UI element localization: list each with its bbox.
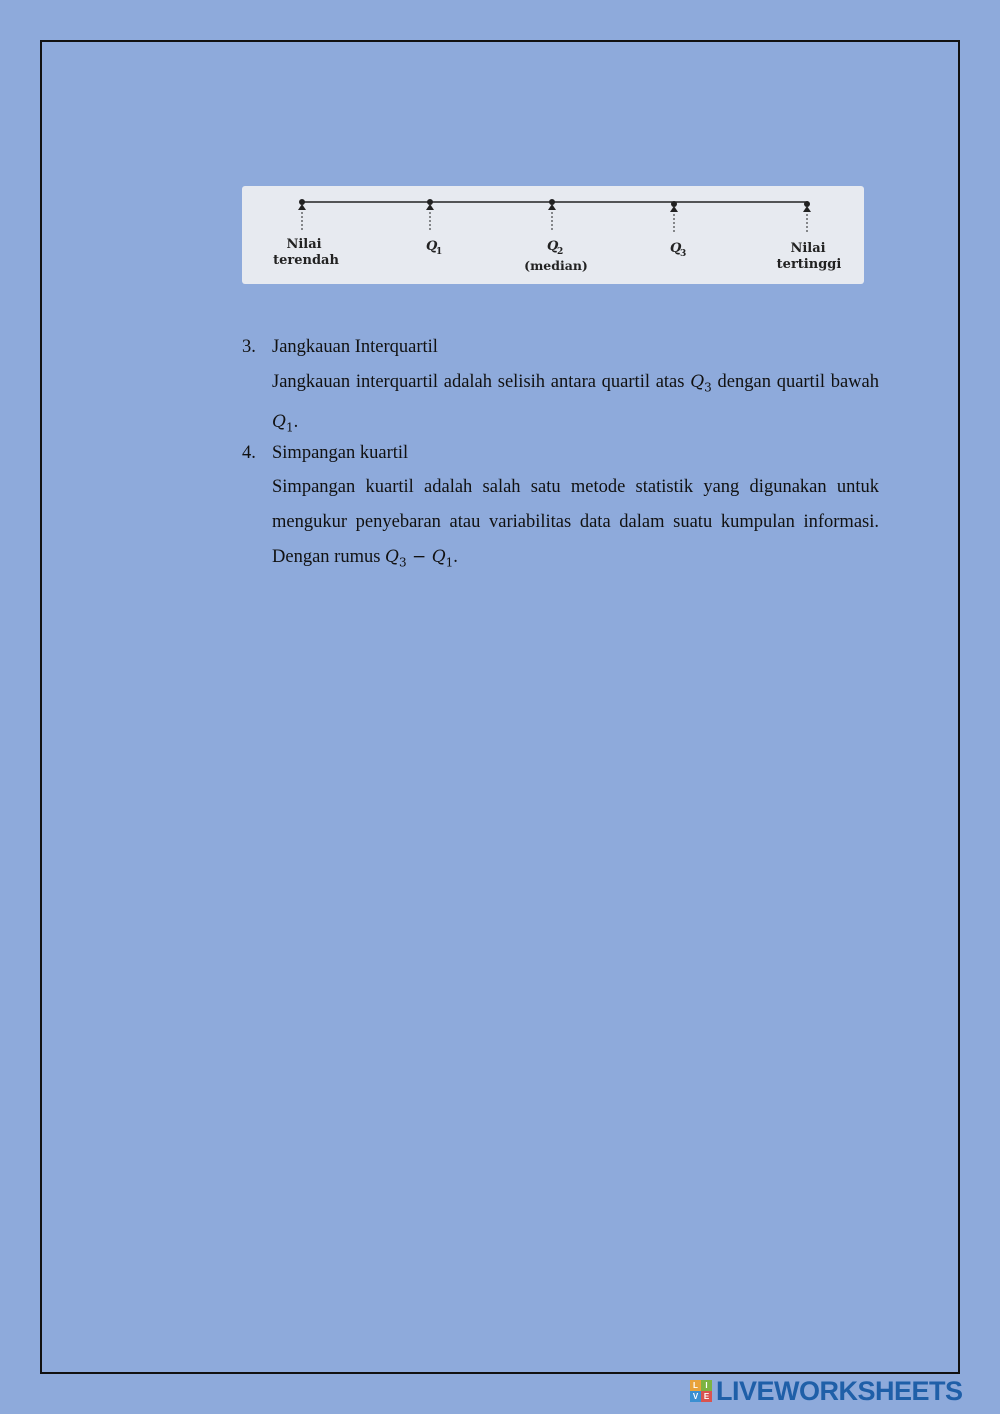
point-q1 [426, 199, 442, 257]
label-q2: Q [547, 239, 559, 254]
item-3-paragraph: Jangkauan interquartil adalah selisih antara quartil atas $Q_3$ dengan quartil bawah $Q_1$. [272, 372, 879, 435]
label-median: (median) [524, 258, 588, 273]
liveworksheets-logo[interactable] [690, 1376, 963, 1406]
label-highest-2: tertinggi [776, 257, 842, 272]
label-q3: Q [670, 241, 682, 256]
quartile-diagram [242, 186, 864, 284]
item-title: Jangkauan Interquartil [272, 337, 438, 357]
item-4-paragraph: Simpangan kuartil adalah salah satu metode statistik yang digunakan untuk mengukur penyebaran atau variabilitas data dalam suatu kumpulan informasi. Dengan rumus $Q_3 - Q_1$. [272, 477, 879, 570]
math-q3: $Q_3$ [385, 547, 407, 570]
label-lowest-2: terendah [273, 253, 339, 268]
label-q1-sub: 1 [436, 247, 443, 257]
point-highest [777, 201, 842, 272]
math-minus: − [406, 547, 432, 567]
item-number: 4. [242, 443, 256, 463]
label-highest-1: Nilai [790, 241, 826, 256]
math-q1: $Q_1$ [272, 412, 294, 435]
point-q2 [524, 199, 588, 273]
item-number: 3. [242, 337, 256, 357]
label-lowest-1: Nilai [286, 237, 322, 252]
item-title: Simpangan kuartil [272, 443, 409, 463]
label-q2-sub: 2 [557, 247, 564, 257]
math-q1: $Q_1$ [431, 547, 454, 570]
label-q1: Q [426, 239, 438, 254]
point-lowest [273, 199, 339, 268]
math-q3: $Q_3$ [690, 372, 712, 395]
logo-text: LIVEWORKSHEETS [716, 1375, 963, 1406]
logo-mark-icon: L I V E [690, 1380, 712, 1402]
point-q3 [670, 201, 686, 259]
label-q3-sub: 3 [680, 249, 687, 259]
